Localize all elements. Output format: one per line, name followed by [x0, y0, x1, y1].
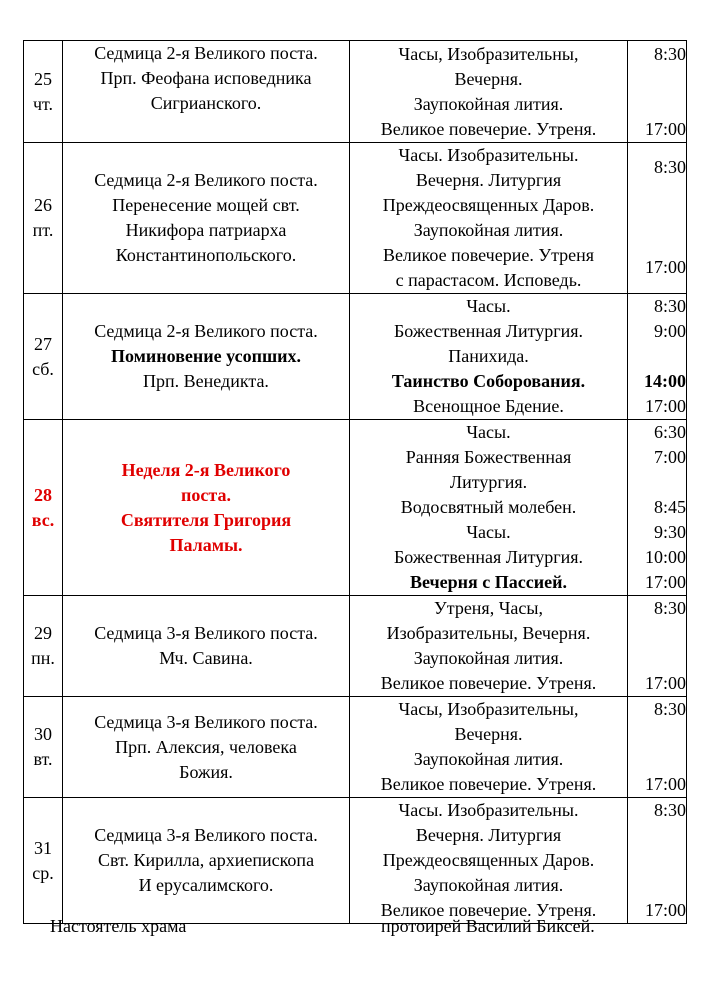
description-line: Седмица 2-я Великого поста. [94, 321, 318, 341]
service-line: Часы. [466, 296, 511, 316]
schedule-table [23, 40, 687, 924]
description-line: Поминовение усопших. [110, 346, 302, 366]
service-line: Водосвятный молебен. [400, 497, 577, 517]
description-line: Седмица 3-я Великого поста. [94, 623, 318, 643]
table-row [24, 798, 687, 924]
time: 8:45 [653, 497, 686, 517]
table-row [24, 294, 687, 420]
services-cell [350, 697, 628, 798]
date-number: 28 [34, 484, 52, 505]
footer-rector-name: протоирей Василий Биксей. [381, 916, 595, 936]
date-cell [24, 41, 63, 143]
times-cell [628, 294, 687, 420]
service-line: Вечерня. Литургия [415, 170, 562, 190]
time: 6:30 [653, 422, 686, 442]
table-row [24, 420, 687, 596]
service-line: Ранняя Божественная [405, 447, 572, 467]
weekday: ср. [32, 862, 54, 883]
weekday: сб. [32, 358, 54, 379]
time: 17:00 [644, 673, 686, 693]
service-line: Часы. Изобразительны. [398, 145, 579, 165]
service-line: Часы, Изобразительны, [398, 43, 579, 64]
day-description [63, 143, 350, 294]
service-line: Утреня, Часы, [433, 598, 543, 618]
weekday: пт. [32, 220, 54, 240]
service-line: Всенощное Бдение. [413, 396, 564, 416]
time: 8:30 [653, 598, 686, 618]
description-line: Святителя Григория [120, 509, 292, 530]
day-description [63, 41, 350, 143]
weekday: вс. [31, 509, 55, 530]
service-line: Часы, Изобразительны, [398, 699, 579, 719]
service-line: Вечерня с Пассией. [409, 572, 567, 592]
times-cell [628, 798, 687, 924]
service-line: Божественная Литургия. [393, 547, 584, 567]
service-line: Вечерня. [454, 68, 523, 89]
description-line: Прп. Венедикта. [143, 371, 269, 391]
time: 8:30 [653, 800, 686, 820]
service-line: Великое повечерие. Утреня. [380, 900, 597, 920]
date-cell [24, 143, 63, 294]
service-line: Панихида. [448, 346, 529, 366]
times-cell [628, 596, 687, 697]
table-row [24, 143, 687, 294]
services-cell [350, 798, 628, 924]
service-line: Таинство Соборования. [391, 371, 586, 391]
service-line: Заупокойная лития. [413, 749, 564, 769]
table-row [24, 697, 687, 798]
date-cell [24, 420, 63, 596]
description-line: Мч. Савина. [159, 648, 253, 668]
description-line: Седмица 3-я Великого поста. [94, 825, 318, 845]
service-line: Божественная Литургия. [393, 321, 584, 341]
service-line: Вечерня. Литургия [415, 825, 562, 845]
weekday: вт. [33, 749, 53, 769]
time: 7:00 [653, 447, 686, 467]
time: 8:30 [653, 699, 686, 719]
description-line: поста. [181, 484, 231, 505]
footer-rector-title: Настоятель храма [50, 916, 187, 936]
time: 8:30 [653, 157, 686, 177]
weekday: пн. [31, 648, 55, 668]
service-line: Часы. Изобразительны. [398, 800, 579, 820]
day-description [63, 294, 350, 420]
date-number: 31 [34, 837, 52, 858]
description-line: Сигрианского. [150, 93, 262, 113]
time: 8:30 [653, 296, 686, 316]
table-row [24, 596, 687, 697]
weekday: чт. [32, 93, 54, 114]
description-line: Седмица 2-я Великого поста. [94, 170, 318, 190]
service-line: Преждеосвященных Даров. [382, 850, 595, 870]
services-cell [350, 596, 628, 697]
date-number: 29 [34, 623, 52, 643]
day-description [63, 420, 350, 596]
day-description [63, 596, 350, 697]
description-line: Паламы. [169, 534, 243, 555]
time: 9:30 [653, 522, 686, 542]
description-line: Никифора патриарха [125, 220, 287, 240]
service-line: Литургия. [449, 472, 528, 492]
description-line: Божия. [179, 761, 233, 782]
service-line: Изобразительны, Вечерня. [386, 623, 591, 643]
service-line: Великое повечерие. Утреня. [380, 774, 597, 794]
time: 17:00 [644, 774, 686, 794]
times-cell [628, 41, 687, 143]
date-number: 30 [34, 724, 52, 744]
services-cell [350, 143, 628, 294]
service-line: Заупокойная лития. [413, 220, 564, 240]
time: 17:00 [644, 396, 686, 416]
description-line: Свт. Кирилла, архиепископа [97, 850, 315, 870]
description-line: Седмица 2-я Великого поста. [94, 43, 318, 63]
time: 8:30 [653, 43, 686, 64]
time: 9:00 [653, 321, 686, 341]
table-row [24, 41, 687, 143]
description-line: Прп. Алексия, человека [115, 736, 297, 757]
service-line: Заупокойная лития. [413, 875, 564, 895]
time: 10:00 [644, 547, 686, 567]
service-line: Часы. [466, 522, 511, 542]
time: 14:00 [644, 371, 686, 391]
date-number: 27 [34, 333, 52, 354]
description-line: Константинопольского. [115, 245, 297, 265]
service-line: Вечерня. [454, 724, 523, 744]
services-cell [350, 41, 628, 143]
time: 17:00 [644, 572, 686, 592]
service-line: Преждеосвященных Даров. [382, 195, 595, 215]
date-cell [24, 294, 63, 420]
description-line: Прп. Феофана исповедника [100, 68, 312, 88]
date-number: 25 [34, 68, 52, 89]
time: 17:00 [644, 900, 686, 920]
services-cell [350, 294, 628, 420]
description-line: И ерусалимского. [138, 875, 274, 895]
service-line: с парастасом. Исповедь. [395, 270, 582, 290]
day-description [63, 798, 350, 924]
day-description [63, 697, 350, 798]
description-line: Перенесение мощей свт. [112, 195, 300, 215]
date-number: 26 [34, 195, 52, 215]
description-line: Седмица 3-я Великого поста. [94, 711, 318, 732]
service-line: Великое повечерие. Утреня [382, 245, 595, 265]
times-cell [628, 143, 687, 294]
times-cell [628, 420, 687, 596]
time: 17:00 [644, 257, 686, 277]
date-cell [24, 596, 63, 697]
times-cell [628, 697, 687, 798]
time: 17:00 [644, 118, 686, 139]
service-line: Заупокойная лития. [413, 648, 564, 668]
services-cell [350, 420, 628, 596]
service-line: Великое повечерие. Утреня. [380, 673, 597, 693]
service-line: Заупокойная лития. [413, 93, 564, 114]
service-line: Часы. [466, 422, 511, 442]
service-line: Великое повечерие. Утреня. [380, 118, 597, 139]
description-line: Неделя 2-я Великого [121, 459, 291, 480]
date-cell [24, 798, 63, 924]
date-cell [24, 697, 63, 798]
